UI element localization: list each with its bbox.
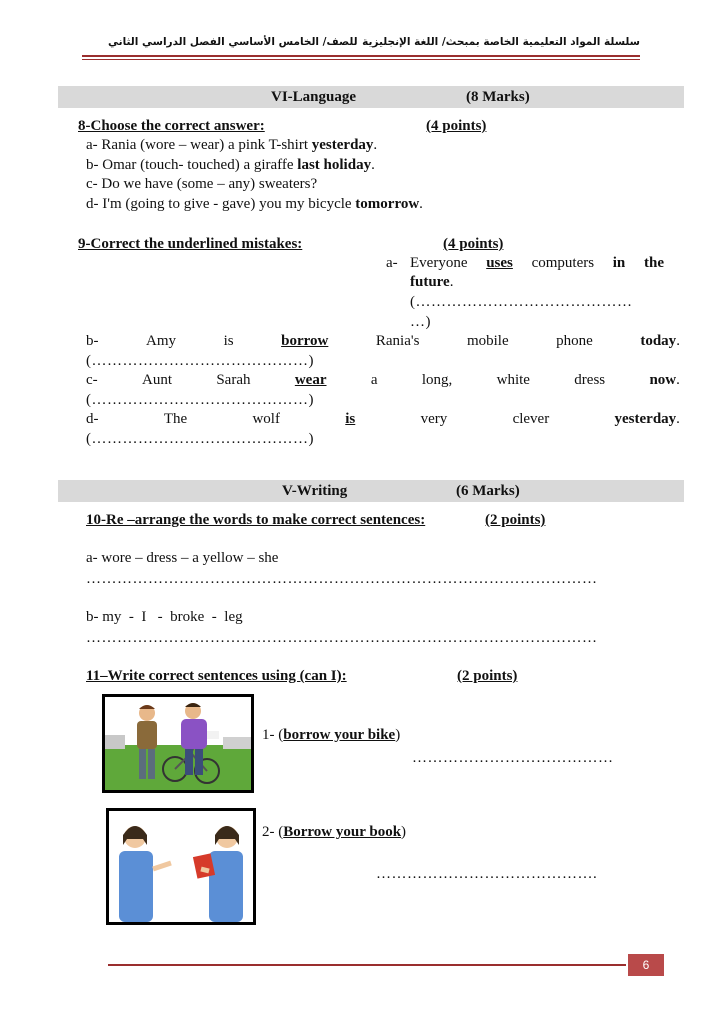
q9-item-b: b- Amy is borrow Rania's mobile phone today. — [86, 333, 680, 349]
q9-item-a-line1: Everyone uses computers in the — [410, 255, 664, 271]
boys-bicycle-picture — [102, 694, 254, 793]
q9-item-a-blank: (…………………………………… — [410, 294, 633, 310]
q9-points: (4 points) — [443, 236, 504, 252]
q9-item-c-blank: (……………………………………) — [86, 392, 314, 408]
q8-item-b: b- Omar (touch- touched) a giraffe last holiday. — [86, 157, 375, 173]
q8-points: (4 points) — [426, 118, 487, 134]
q10-item-b: b- my - I - broke - leg — [86, 609, 243, 625]
q9-item-a-line2: future. — [410, 274, 454, 290]
q10-title: 10-Re –arrange the words to make correct sentences: — [86, 512, 426, 528]
q11-item-1: 1- (borrow your bike) — [262, 727, 401, 743]
header-grade: للصف/ الخامس الأساسي الفصل الدراسي الثاني — [108, 36, 358, 48]
section-title: VI-Language — [271, 89, 357, 105]
q9-item-b-blank: (……………………………………) — [86, 353, 314, 369]
q8-title: 8-Choose the correct answer: — [78, 118, 265, 134]
q9-title: 9-Correct the underlined mistakes: — [78, 236, 303, 252]
q9-item-d: d- The wolf is very clever yesterday. — [86, 411, 680, 427]
q8-item-c: c- Do we have (some – any) sweaters? — [86, 176, 318, 192]
q8-item-d: d- I'm (going to give - gave) you my bicycle tomorrow. — [86, 196, 423, 212]
header-divider-thin — [82, 59, 640, 60]
q10-item-a-answer-line[interactable]: ……………………………………………………………………………………… — [86, 571, 598, 587]
page-number: 6 — [628, 954, 664, 976]
header-subject: سلسلة المواد التعليمية الخاصة بمبحث/ اللغة الإنجليزية — [362, 36, 640, 48]
q11-title: 11–Write correct sentences using (can I): — [86, 668, 347, 684]
q9-item-a-label: a- — [386, 255, 398, 271]
q9-item-d-blank: (……………………………………) — [86, 431, 314, 447]
section-marks: (6 Marks) — [456, 483, 520, 499]
q11-item-2: 2- (Borrow your book) — [262, 824, 407, 840]
q10-item-b-answer-line[interactable]: ……………………………………………………………………………………… — [86, 630, 598, 646]
q10-points: (2 points) — [485, 512, 546, 528]
section-marks: (8 Marks) — [466, 89, 530, 105]
footer-divider — [108, 964, 626, 966]
q11-item-2-answer-line[interactable]: ……………………………………. — [376, 866, 598, 882]
q11-points: (2 points) — [457, 668, 518, 684]
q11-item-1-answer-line[interactable]: ………………………………… — [412, 750, 614, 766]
q8-item-a: a- Rania (wore – wear) a pink T-shirt yesterday. — [86, 137, 378, 153]
section-band-language — [58, 86, 684, 108]
header-divider — [82, 55, 640, 57]
q9-item-c: c- Aunt Sarah wear a long, white dress now. — [86, 372, 680, 388]
q9-item-a-blank-end: …) — [410, 314, 431, 330]
girls-book-picture — [106, 808, 256, 925]
q10-item-a: a- wore – dress – a yellow – she — [86, 550, 279, 566]
section-title: V-Writing — [282, 483, 348, 499]
section-band-writing — [58, 480, 684, 502]
